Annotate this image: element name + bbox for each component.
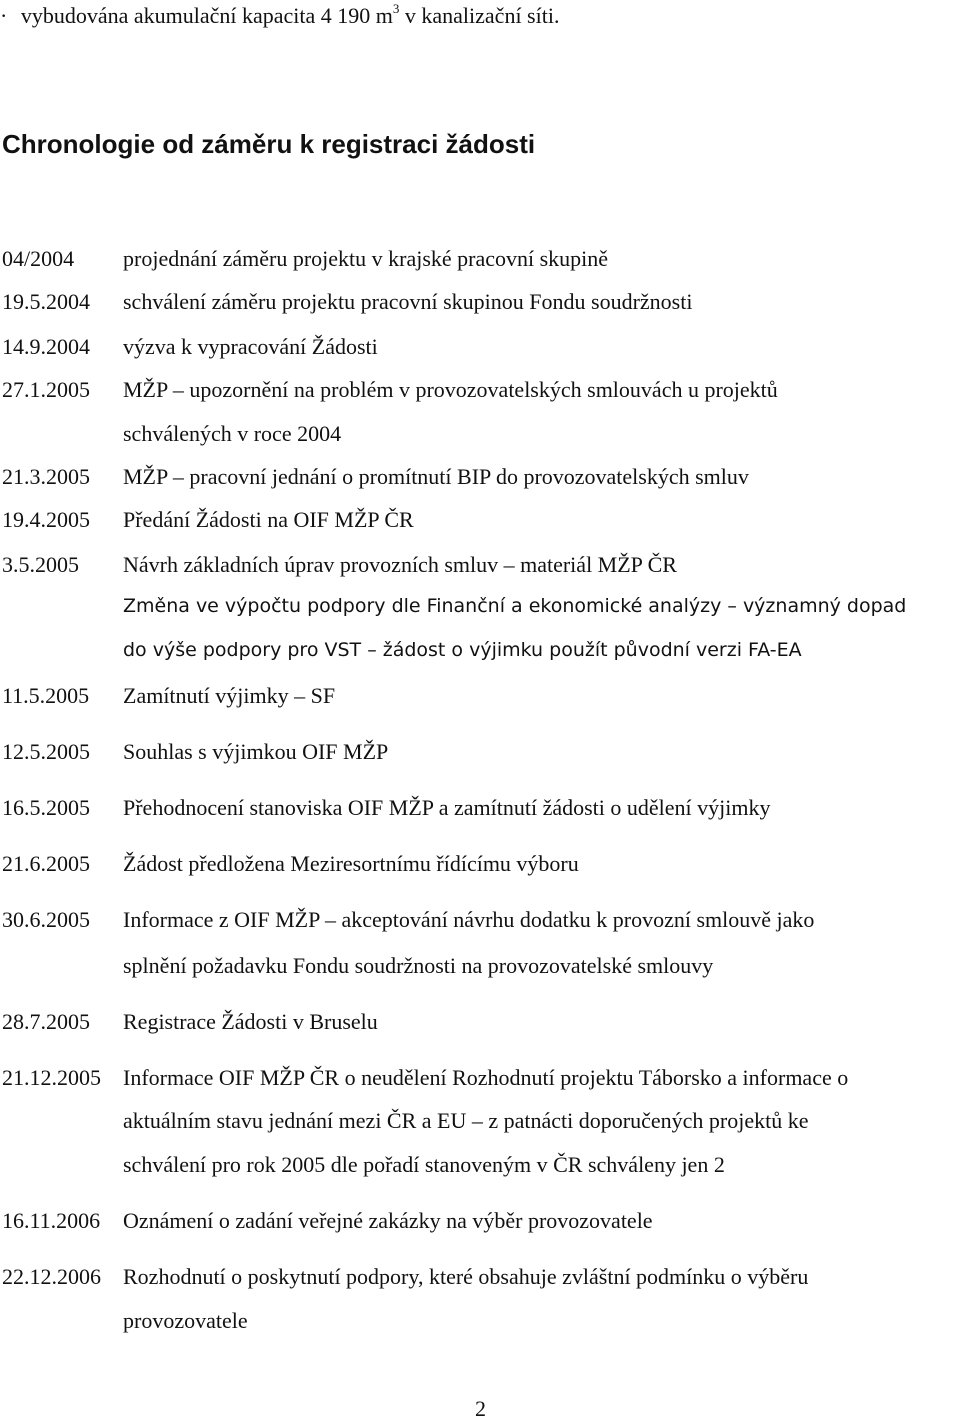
entry-date: 14.9.2004 [2, 334, 90, 359]
entry-text-continuation: aktuálním stavu jednání mezi ČR a EU – z patnácti doporučených projektů ke [123, 1108, 809, 1133]
entry-date: 21.12.2005 [2, 1065, 101, 1090]
entry-date: 27.1.2005 [2, 377, 90, 402]
entry-text-continuation: do výše podpory pro VST – žádost o výjimku použít původní verzi FA-EA [123, 639, 802, 661]
intro-bullet-line [0, 3, 559, 29]
entry-text: výzva k vypracování Žádosti [123, 334, 378, 359]
entry-text: MŽP – pracovní jednání o promítnutí BIP do provozovatelských smluv [123, 464, 749, 489]
entry-text: Informace OIF MŽP ČR o neudělení Rozhodnutí projektu Táborsko a informace o [123, 1065, 849, 1090]
entry-date: 12.5.2005 [2, 739, 90, 764]
section-heading: Chronologie od záměru k registraci žádosti [2, 129, 536, 159]
entry-text-continuation: Změna ve výpočtu podpory dle Finanční a ekonomické analýzy – významný dopad [123, 595, 907, 617]
entry-text-continuation: provozovatele [123, 1308, 248, 1333]
bullet-marker: · [0, 3, 8, 28]
entry-text: MŽP – upozornění na problém v provozovatelských smlouvách u projektů [123, 377, 778, 402]
entry-date: 04/2004 [2, 246, 75, 271]
page-number: 2 [475, 1396, 486, 1421]
entry-text: schválení záměru projektu pracovní skupinou Fondu soudržnosti [123, 289, 693, 314]
entry-date: 11.5.2005 [2, 683, 90, 708]
entry-text: Informace z OIF MŽP – akceptování návrhu dodatku k provozní smlouvě jako [123, 907, 815, 932]
entry-text-continuation: schválených v roce 2004 [123, 421, 342, 446]
entry-text: Přehodnocení stanoviska OIF MŽP a zamítnutí žádosti o udělení výjimky [123, 795, 771, 820]
entry-date: 21.6.2005 [2, 851, 90, 876]
entry-text: Předání Žádosti na OIF MŽP ČR [123, 507, 414, 532]
entry-date: 22.12.2006 [2, 1264, 101, 1289]
entry-text: Registrace Žádosti v Bruselu [123, 1009, 378, 1034]
entry-text: Souhlas s výjimkou OIF MŽP [123, 739, 389, 764]
entry-text-continuation: schválení pro rok 2005 dle pořadí stanoveným v ČR schváleny jen 2 [123, 1152, 725, 1177]
entry-text: Zamítnutí výjimky – SF [123, 683, 336, 708]
entry-date: 28.7.2005 [2, 1009, 90, 1034]
entry-text: Oznámení o zadání veřejné zakázky na výběr provozovatele [123, 1208, 653, 1233]
entry-text: projednání záměru projektu v krajské pracovní skupině [123, 246, 609, 271]
intro-superscript: 3 [392, 1, 400, 16]
entry-text: Žádost předložena Meziresortnímu řídícímu výboru [123, 851, 579, 876]
intro-text-after: v kanalizační síti. [399, 3, 560, 28]
entry-date: 3.5.2005 [2, 552, 79, 577]
entry-date: 19.5.2004 [2, 289, 90, 314]
intro-text-before: vybudována akumulační kapacita 4 190 m [20, 3, 393, 28]
entry-date: 16.11.2006 [2, 1208, 101, 1233]
entry-text: Návrh základních úprav provozních smluv – materiál MŽP ČR [123, 552, 677, 577]
entry-date: 21.3.2005 [2, 464, 90, 489]
entry-date: 16.5.2005 [2, 795, 90, 820]
entry-text-continuation: splnění požadavku Fondu soudržnosti na provozovatelské smlouvy [123, 953, 714, 978]
entry-date: 19.4.2005 [2, 507, 90, 532]
entry-text: Rozhodnutí o poskytnutí podpory, které obsahuje zvláštní podmínku o výběru [123, 1264, 809, 1289]
entry-date: 30.6.2005 [2, 907, 90, 932]
